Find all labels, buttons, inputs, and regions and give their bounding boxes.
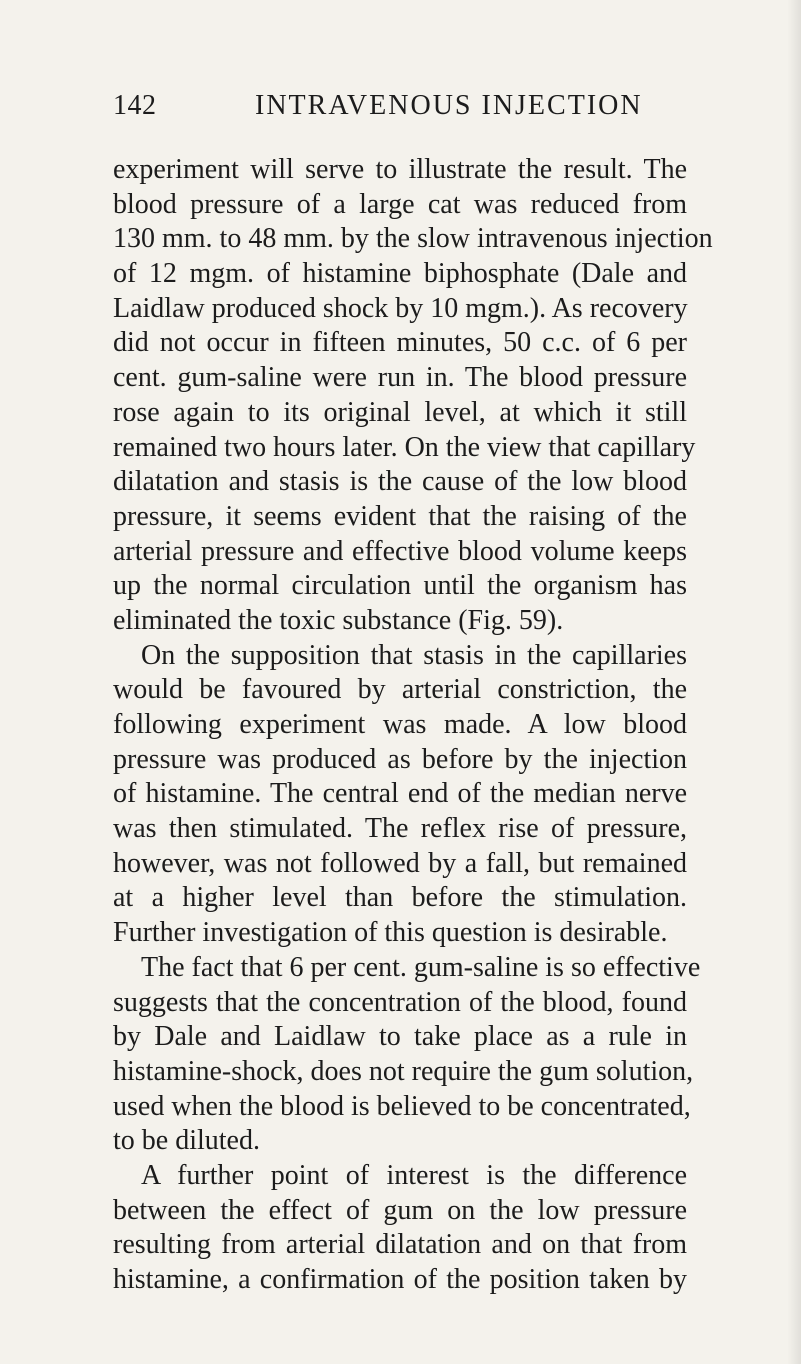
text-line: would be favoured by arterial constriction, the <box>113 674 687 706</box>
text-line: pressure, it seems evident that the raising of the <box>113 500 687 532</box>
text-line: of histamine. The central end of the median nerve <box>113 778 687 810</box>
text-line: arterial pressure and effective blood volume keeps <box>113 535 687 567</box>
text-line: suggests that the concentration of the blood, found <box>113 986 687 1018</box>
text-line: up the normal circulation until the organism has <box>113 570 687 602</box>
text-line: cent. gum-saline were run in. The blood pressure <box>113 362 687 394</box>
text-line: histamine-shock, does not require the gum solution, <box>113 1055 694 1087</box>
text-line: rose again to its original level, at which it still <box>113 396 687 428</box>
text-line: to be diluted. <box>113 1125 260 1157</box>
text-line: did not occur in fifteen minutes, 50 c.c. of 6 per <box>113 327 687 359</box>
page-edge-shadow <box>787 0 801 1364</box>
text-line: blood pressure of a large cat was reduced from <box>113 188 687 220</box>
text-line: histamine, a confirmation of the position taken by <box>113 1264 687 1295</box>
text-line: eliminated the toxic substance (Fig. 59). <box>113 604 564 636</box>
text-line: used when the blood is believed to be concentrated, <box>113 1090 691 1122</box>
text-line: pressure was produced as before by the injection <box>113 743 687 775</box>
text-line: A further point of interest is the difference <box>141 1159 687 1191</box>
text-line: by Dale and Laidlaw to take place as a rule in <box>113 1021 687 1053</box>
page-number: 142 <box>113 90 157 121</box>
text-line: was then stimulated. The reflex rise of pressure, <box>113 813 687 845</box>
page-header <box>113 90 687 130</box>
text-line: at a higher level than before the stimulation. <box>113 882 687 914</box>
text-line: of 12 mgm. of histamine biphosphate (Dale and <box>113 258 687 290</box>
body-text <box>113 153 713 1298</box>
running-head: INTRAVENOUS INJECTION <box>255 90 643 121</box>
text-line: 130 mm. to 48 mm. by the slow intravenous injection <box>113 223 713 255</box>
text-line: Laidlaw produced shock by 10 mgm.). As recovery <box>113 292 688 324</box>
text-line: experiment will serve to illustrate the result. The <box>113 154 687 185</box>
text-line: remained two hours later. On the view that capillary <box>113 431 696 463</box>
text-line: however, was not followed by a fall, but remained <box>113 847 687 879</box>
text-line: between the effect of gum on the low pressure <box>113 1194 687 1226</box>
text-line: Further investigation of this question is desirable. <box>113 917 668 949</box>
text-line: On the supposition that stasis in the capillaries <box>141 639 687 671</box>
text-line: The fact that 6 per cent. gum-saline is so effective <box>141 951 701 983</box>
text-line: following experiment was made. A low blood <box>113 709 687 740</box>
text-line: resulting from arterial dilatation and on that from <box>113 1229 687 1261</box>
text-line: dilatation and stasis is the cause of the low blood <box>113 466 687 498</box>
